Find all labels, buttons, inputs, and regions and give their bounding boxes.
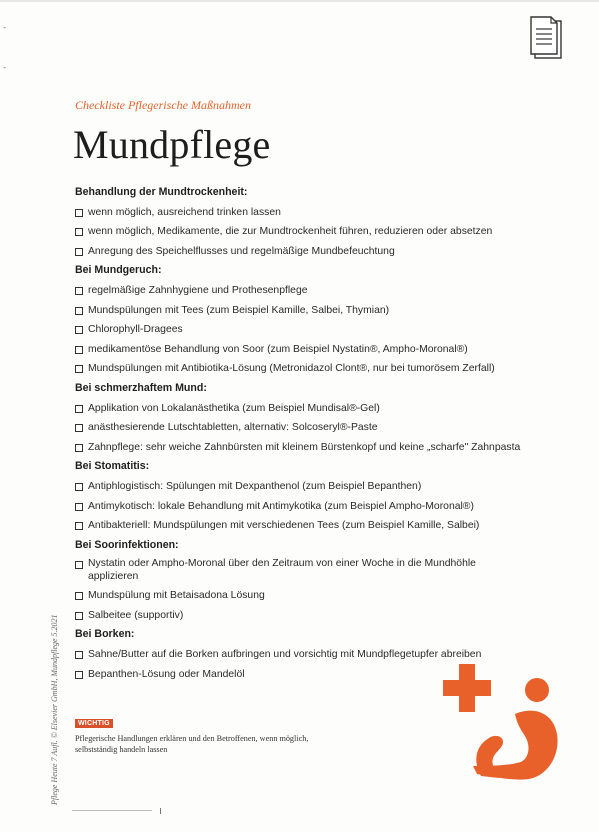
section-thrush xyxy=(75,536,555,626)
warning-badge: WICHTIG xyxy=(75,719,113,728)
checklist xyxy=(75,183,555,684)
section-heading: Bei Mundgeruch: xyxy=(75,264,162,277)
checkbox[interactable] xyxy=(75,444,83,452)
warning-text: Pflegerische Handlungen erklären und den Betroffenen, wenn möglich, selbstständig handeln lassen xyxy=(75,734,309,754)
footer-tick xyxy=(160,808,161,814)
checkbox[interactable] xyxy=(75,671,83,679)
checkbox[interactable] xyxy=(75,307,83,315)
checkbox[interactable] xyxy=(75,365,83,373)
section-heading: Bei schmerzhaftem Mund: xyxy=(75,381,207,394)
checklist-item[interactable]: Nystatin oder Ampho-Moronal über den Zeitraum von einer Woche in die Mundhöhle applizieren xyxy=(75,555,488,586)
scan-edge xyxy=(0,0,599,2)
section-heading: Bei Stomatitis: xyxy=(75,460,150,473)
document-icon[interactable] xyxy=(527,14,565,62)
page-subtitle: Checkliste Pflegerische Maßnahmen xyxy=(75,98,251,112)
checklist-item[interactable]: Antibakteriell: Mundspülungen mit verschiedenen Tees (zum Beispiel Kamille, Salbei) xyxy=(75,516,555,536)
footer-line xyxy=(72,810,152,811)
checkbox[interactable] xyxy=(75,346,83,354)
checklist-item[interactable]: Bepanthen-Lösung oder Mandelöl xyxy=(75,665,555,685)
side-copyright: Pflege Heute 7 Aufl. © Elsevier GmbH, Mundpflege 5.2021 xyxy=(50,614,59,805)
checklist-item[interactable]: Antiphlogistisch: Spülungen mit Dexpanthenol (zum Beispiel Bepanthen) xyxy=(75,477,555,497)
checkbox[interactable] xyxy=(75,561,83,569)
section-stomatitis xyxy=(75,457,555,535)
checkbox[interactable] xyxy=(75,522,83,530)
checklist-item[interactable]: Mundspülung mit Betaisadona Lösung xyxy=(75,586,555,606)
checklist-item[interactable]: anästhesierende Lutschtabletten, alternativ: Solcoseryl®-Paste xyxy=(75,418,555,438)
section-mouth-dryness xyxy=(75,183,555,261)
checklist-item[interactable]: regelmäßige Zahnhygiene und Prothesenpflege xyxy=(75,281,555,301)
checklist-item[interactable]: Applikation von Lokalanästhetika (zum Beispiel Mundisal®-Gel) xyxy=(75,399,555,419)
checklist-item[interactable]: Sahne/Butter auf die Borken aufbringen und vorsichtig mit Mundpflegetupfer abreiben xyxy=(75,645,555,665)
checklist-item[interactable]: Chlorophyll-Dragees xyxy=(75,320,555,340)
checkbox[interactable] xyxy=(75,405,83,413)
checkbox[interactable] xyxy=(75,326,83,334)
checklist-item[interactable]: wenn möglich, ausreichend trinken lassen xyxy=(75,203,555,223)
checklist-item[interactable]: Anregung des Speichelflusses und regelmäßige Mundbefeuchtung xyxy=(75,242,555,262)
section-heading: Behandlung der Mundtrockenheit: xyxy=(75,186,248,198)
checklist-item[interactable]: Antimykotisch: lokale Behandlung mit Antimykotika (zum Beispiel Ampho-Moronal®) xyxy=(75,497,555,517)
checkbox[interactable] xyxy=(75,424,83,432)
checkbox[interactable] xyxy=(75,209,83,217)
checklist-item[interactable]: Salbeitee (supportiv) xyxy=(75,606,555,626)
checkbox[interactable] xyxy=(75,503,83,511)
scan-edge-marks: - - xyxy=(2,23,8,73)
checkbox[interactable] xyxy=(75,592,83,600)
checklist-item[interactable]: Zahnpflege: sehr weiche Zahnbürsten mit kleinem Bürstenkopf und keine „scharfe" Zahnpasta xyxy=(75,438,555,458)
checkbox[interactable] xyxy=(75,228,83,236)
checklist-item[interactable]: medikamentöse Behandlung von Soor (zum Beispiel Nystatin®, Ampho-Moronal®) xyxy=(75,340,555,360)
checklist-item[interactable]: Mundspülungen mit Antibiotika-Lösung (Metronidazol Clont®, nur bei tumorösem Zerfall) xyxy=(75,359,555,379)
checklist-item[interactable]: wenn möglich, Medikamente, die zur Mundtrockenheit führen, reduzieren oder absetzen xyxy=(75,222,555,242)
checkbox[interactable] xyxy=(75,248,83,256)
section-heading: Bei Borken: xyxy=(75,628,135,641)
section-bad-breath xyxy=(75,261,555,379)
checklist-item[interactable]: Mundspülungen mit Tees (zum Beispiel Kamille, Salbei, Thymian) xyxy=(75,301,555,321)
checkbox[interactable] xyxy=(75,612,83,620)
checkbox[interactable] xyxy=(75,483,83,491)
section-heading: Bei Soorinfektionen: xyxy=(75,538,179,551)
red-cross-logo-icon xyxy=(437,662,565,784)
page-title: Mundpflege xyxy=(73,122,271,167)
checkbox[interactable] xyxy=(75,651,83,659)
section-painful-mouth xyxy=(75,379,555,457)
checkbox[interactable] xyxy=(75,287,83,295)
